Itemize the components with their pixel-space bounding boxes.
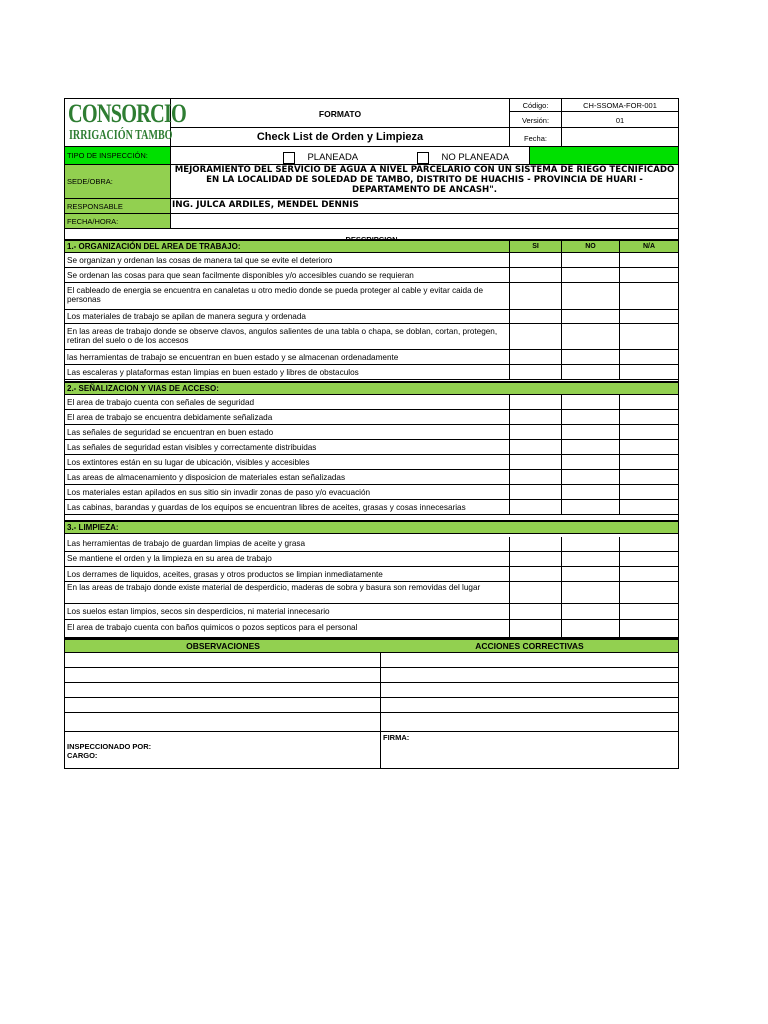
cell-na[interactable]	[619, 500, 620, 514]
firma-label: FIRMA:	[383, 733, 410, 742]
inspeccionado-cell[interactable]	[65, 732, 381, 768]
cell-na[interactable]	[619, 567, 620, 581]
cell-no[interactable]	[561, 537, 562, 551]
cell-na[interactable]	[619, 310, 620, 323]
no-planeada-checkbox[interactable]	[417, 152, 429, 164]
accion-field[interactable]	[381, 668, 678, 682]
fecha-value-field[interactable]	[562, 128, 678, 147]
item-text: Los extintores están en su lugar de ubicación, visibles y accesibles	[67, 458, 310, 467]
codigo-value: CH-SSOMA-FOR-001	[583, 101, 657, 110]
cell-si[interactable]	[509, 410, 510, 424]
col-si-header: SI	[509, 241, 561, 253]
sede-label: SEDE/OBRA:	[67, 177, 113, 186]
cell-na[interactable]	[619, 283, 620, 309]
cell-no[interactable]	[561, 365, 562, 379]
item-text: En las areas de trabajo donde se observe clavos, angulos salientes de una tabla o chapa, se doblan, cortan, protegen, retiran del suelo o de los accesos	[67, 327, 498, 345]
col-na-header: N/A	[619, 241, 678, 253]
planeada-checkbox[interactable]	[283, 152, 295, 164]
checklist-row	[65, 310, 678, 324]
header-formato-cell	[171, 99, 510, 128]
fecha-label-cell	[510, 128, 562, 147]
checklist-row	[65, 537, 678, 552]
cell-no[interactable]	[561, 283, 562, 309]
cargo-label: CARGO:	[67, 751, 98, 760]
checklist-row	[65, 552, 678, 567]
accion-field[interactable]	[381, 713, 678, 731]
item-text: Los materiales estan apilados en sus sitio sin invadir zonas de paso y/o evacuación	[67, 488, 371, 497]
checklist-row	[65, 440, 678, 455]
observacion-field[interactable]	[65, 668, 381, 682]
section-2-header	[65, 381, 678, 395]
cell-no[interactable]	[561, 440, 562, 454]
logo-line-2: IRRIGACIÓN TAMBO	[69, 128, 173, 143]
tipo-options	[171, 147, 530, 164]
observacion-row	[65, 653, 678, 668]
codigo-label: Código:	[522, 101, 549, 110]
cell-no[interactable]	[561, 500, 562, 514]
firma-cell[interactable]	[381, 732, 678, 768]
observacion-field[interactable]	[65, 653, 381, 667]
cell-na[interactable]	[619, 604, 620, 619]
planeada-label: PLANEADA	[307, 152, 359, 164]
cell-si[interactable]	[509, 283, 510, 309]
item-text: las herramientas de trabajo se encuentran en buen estado y se almacenan ordenadamente	[67, 353, 399, 362]
cell-no[interactable]	[561, 485, 562, 499]
codigo-label-cell	[510, 99, 562, 112]
item-text: Se mantiene el orden y la limpieza en su area de trabajo	[67, 554, 272, 563]
cell-si[interactable]	[509, 268, 510, 282]
cell-na[interactable]	[619, 582, 620, 603]
cell-no[interactable]	[561, 620, 562, 637]
signature-row	[65, 732, 678, 768]
checklist-row	[65, 470, 678, 485]
checklist-row	[65, 253, 678, 268]
observaciones-label: OBSERVACIONES	[186, 641, 260, 651]
cell-si[interactable]	[509, 350, 510, 364]
checklist-row	[65, 455, 678, 470]
section-1-title: 1.- ORGANIZACIÓN DEL AREA DE TRABAJO:	[67, 242, 241, 251]
fecha-hora-label-cell	[65, 214, 171, 228]
accion-field[interactable]	[381, 683, 678, 697]
item-text: El area de trabajo cuenta con baños quimicos o pozos septicos para el personal	[67, 623, 358, 632]
accion-field[interactable]	[381, 698, 678, 712]
cell-si[interactable]	[509, 552, 510, 566]
checklist-row	[65, 283, 678, 310]
cell-no[interactable]	[561, 268, 562, 282]
cell-si[interactable]	[509, 485, 510, 499]
checklist-row	[65, 425, 678, 440]
cell-no[interactable]	[561, 567, 562, 581]
cell-na[interactable]	[619, 253, 620, 267]
version-value-cell	[562, 112, 678, 128]
cell-si[interactable]	[509, 500, 510, 514]
checklist-row	[65, 567, 678, 582]
sede-value: MEJORAMIENTO DEL SERVICIO DE AGUA A NIVEL PARCELARIO CON UN SISTEMA DE RIEGO TECNIFICADO EN LA LOCALIDAD DE SOLEDAD DE TAMBO, DISTRITO DE HUACHIS - PROVINCIA DE HUARI - DEPARTAMENTO DE ANCASH".	[174, 165, 675, 195]
checklist-row	[65, 365, 678, 380]
observacion-field[interactable]	[65, 698, 381, 712]
item-text: Las señales de seguridad se encuentran en buen estado	[67, 428, 274, 437]
item-text: Se organizan y ordenan las cosas de manera tal que se evite el deterioro	[67, 256, 333, 265]
cell-si[interactable]	[509, 620, 510, 637]
cell-si[interactable]	[509, 604, 510, 619]
sede-label-cell	[65, 165, 171, 198]
section-3-title: 3.- LIMPIEZA:	[67, 523, 119, 532]
item-text: El area de trabajo cuenta con señales de seguridad	[67, 398, 255, 407]
item-text: Las escaleras y plataformas estan limpias en buen estado y libres de obstaculos	[67, 368, 359, 377]
cell-si[interactable]	[509, 440, 510, 454]
item-text: Los suelos estan limpios, secos sin desperdicios, ni material innecesario	[67, 607, 330, 616]
checklist-row	[65, 324, 678, 350]
fecha-label: Fecha:	[524, 134, 547, 143]
cell-na[interactable]	[619, 410, 620, 424]
col-no-header: NO	[561, 241, 619, 253]
cell-si[interactable]	[509, 567, 510, 581]
checklist-row	[65, 582, 678, 604]
tipo-inspeccion-row	[65, 147, 678, 165]
cell-na[interactable]	[619, 365, 620, 379]
company-logo	[65, 99, 187, 147]
accion-field[interactable]	[381, 653, 678, 667]
header-title-cell	[171, 128, 510, 147]
checklist-row	[65, 604, 678, 620]
cell-na[interactable]	[619, 350, 620, 364]
cell-no[interactable]	[561, 552, 562, 566]
tipo-inspeccion-label: TIPO DE INSPECCIÓN:	[67, 151, 148, 160]
cell-na[interactable]	[619, 425, 620, 439]
observacion-row	[65, 683, 678, 698]
cell-na[interactable]	[619, 620, 620, 637]
acciones-label: ACCIONES CORRECTIVAS	[475, 641, 584, 651]
checklist-row	[65, 395, 678, 410]
item-text: Los materiales de trabajo se apilan de manera segura y ordenada	[67, 312, 306, 321]
observacion-field[interactable]	[65, 683, 381, 697]
item-text: Las cabinas, barandas y guardas de los equipos se encuentran libres de aceites, grasas y cosas innecesarias	[67, 503, 466, 512]
checklist-row	[65, 500, 678, 515]
cell-si[interactable]	[509, 537, 510, 551]
tipo-label-cell	[65, 147, 171, 164]
cell-si[interactable]	[509, 455, 510, 469]
cell-no[interactable]	[561, 604, 562, 619]
responsable-label: RESPONSABLE	[67, 202, 123, 211]
item-text: Las herramientas de trabajo de guardan limpias de aceite y grasa	[67, 539, 306, 548]
item-text: En las areas de trabajo donde existe material de desperdicio, maderas de sobra y basura son removidas del lugar	[67, 583, 481, 592]
item-text: Las areas de almacenamiento y disposicion de materiales estan señalizadas	[67, 473, 346, 482]
version-label-cell	[510, 112, 562, 128]
fecha-hora-row	[65, 214, 678, 229]
cell-si[interactable]	[509, 253, 510, 267]
observaciones-header	[65, 638, 678, 653]
responsable-value: ING. JULCA ARDILES, MENDEL DENNIS	[172, 200, 359, 210]
item-text: Se ordenan las cosas para que sean facilmente disponibles y/o accesibles cuando se requieran	[67, 271, 414, 280]
cell-na[interactable]	[619, 455, 620, 469]
item-text: El cableado de energia se encuentra en canaletas u otro medio donde se pueda proteger al cable y evitar caida de personas	[67, 286, 484, 304]
cell-si[interactable]	[509, 582, 510, 603]
codigo-value-cell	[562, 99, 678, 112]
cell-na[interactable]	[619, 395, 620, 409]
cell-na[interactable]	[619, 440, 620, 454]
cell-no[interactable]	[561, 324, 562, 349]
version-label: Versión:	[521, 116, 550, 125]
checklist-row	[65, 268, 678, 283]
item-text: Los derrames de liquidos, aceites, grasas y otros productos se limpian inmediatamente	[67, 570, 383, 579]
cell-na[interactable]	[619, 537, 620, 551]
formato-label: FORMATO	[318, 109, 362, 119]
checklist-row	[65, 350, 678, 365]
cell-no[interactable]	[561, 310, 562, 323]
version-value: 01	[615, 116, 625, 125]
cell-si[interactable]	[509, 324, 510, 349]
no-planeada-label: NO PLANEADA	[441, 152, 510, 164]
section-2-title: 2.- SEÑALIZACION Y VIAS DE ACCESO:	[67, 384, 219, 393]
logo-line-1: CONSORCIO	[68, 99, 187, 128]
checklist-row	[65, 485, 678, 500]
cell-no[interactable]	[561, 582, 562, 603]
section-1-header	[65, 239, 678, 253]
cell-no[interactable]	[561, 253, 562, 267]
inspeccionado-label: INSPECCIONADO POR:	[67, 742, 152, 751]
cell-na[interactable]	[619, 324, 620, 349]
cell-si[interactable]	[509, 310, 510, 323]
responsable-label-cell	[65, 199, 171, 213]
cell-si[interactable]	[509, 395, 510, 409]
cell-no[interactable]	[561, 425, 562, 439]
item-text: El area de trabajo se encuentra debidamente señalizada	[67, 413, 273, 422]
cell-no[interactable]	[561, 470, 562, 484]
cell-na[interactable]	[619, 268, 620, 282]
cell-na[interactable]	[619, 552, 620, 566]
checklist-row	[65, 410, 678, 425]
form-title: Check List de Orden y Limpieza	[256, 131, 424, 143]
checklist-form	[64, 98, 679, 769]
fecha-hora-field[interactable]	[172, 214, 678, 228]
cell-si[interactable]	[509, 470, 510, 484]
cell-no[interactable]	[561, 350, 562, 364]
section-3-header	[65, 520, 678, 534]
cell-no[interactable]	[561, 395, 562, 409]
cell-no[interactable]	[561, 410, 562, 424]
cell-na[interactable]	[619, 485, 620, 499]
observacion-row	[65, 668, 678, 683]
cell-no[interactable]	[561, 455, 562, 469]
observacion-field[interactable]	[65, 713, 381, 731]
fecha-hora-label: FECHA/HORA:	[67, 217, 119, 226]
checklist-row	[65, 620, 678, 638]
observacion-row	[65, 698, 678, 713]
cell-na[interactable]	[619, 470, 620, 484]
item-text: Las señales de seguridad estan visibles y correctamente distribuidas	[67, 443, 317, 452]
responsable-row	[65, 199, 678, 214]
observacion-row	[65, 713, 678, 732]
sede-row	[65, 165, 678, 199]
cell-si[interactable]	[509, 365, 510, 379]
cell-si[interactable]	[509, 425, 510, 439]
